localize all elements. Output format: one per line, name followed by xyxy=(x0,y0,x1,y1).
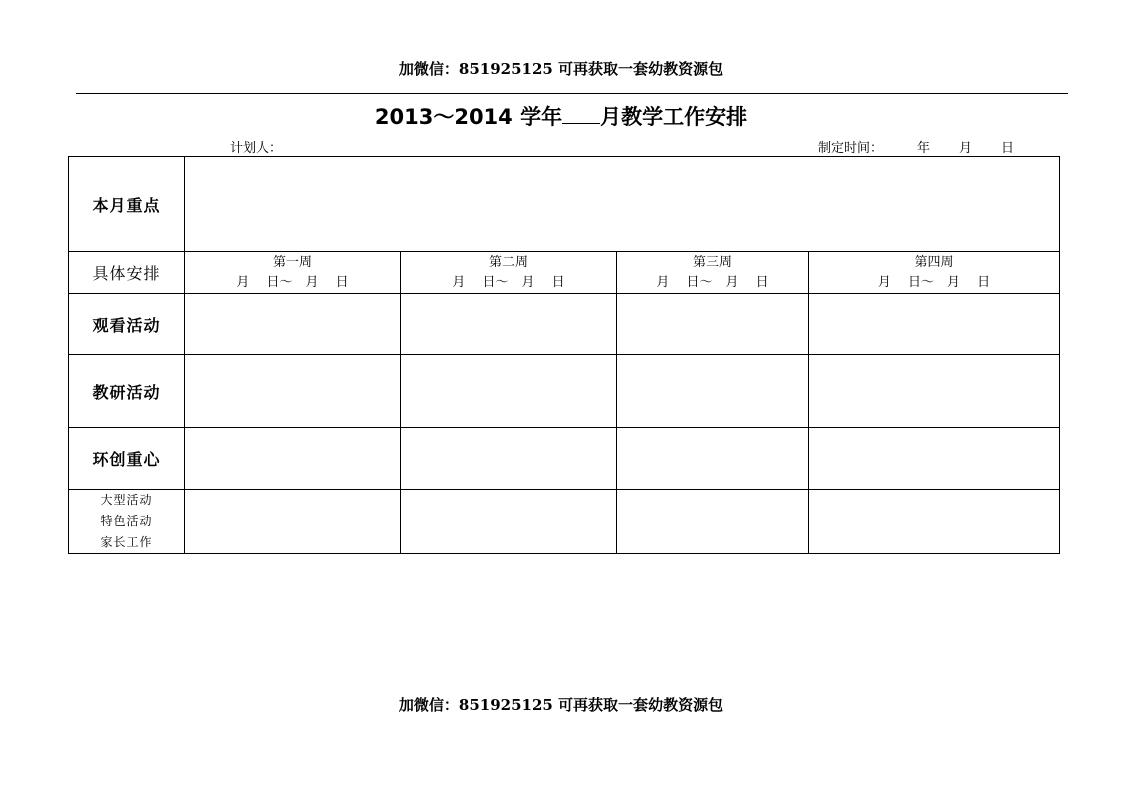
header-note: 加微信：851925125 可再获取一套幼教资源包 xyxy=(398,60,724,78)
table-cell[interactable] xyxy=(617,355,809,428)
table-cell[interactable] xyxy=(401,294,617,355)
table-cell[interactable] xyxy=(185,428,401,490)
date-label: 制定时间： xyxy=(818,141,884,156)
date-line xyxy=(818,137,1014,156)
row-label: 教研活动 xyxy=(69,355,185,428)
schedule-row xyxy=(69,252,1060,294)
table-cell[interactable] xyxy=(185,490,401,554)
date-month-unit: 月 xyxy=(959,141,973,156)
title-suffix: 月教学工作安排 xyxy=(600,105,748,129)
footer-note: 加微信：851925125 可再获取一套幼教资源包 xyxy=(398,696,724,714)
week-2-header xyxy=(401,252,617,294)
row-label-line: 家长工作 xyxy=(100,535,153,549)
table-cell[interactable] xyxy=(809,294,1060,355)
plan-table xyxy=(68,156,1060,554)
week-label: 第一周 xyxy=(272,254,312,270)
header-rule xyxy=(76,93,1068,94)
week-label: 第四周 xyxy=(914,254,954,270)
week-4-header xyxy=(809,252,1060,294)
row-label-line: 特色活动 xyxy=(100,514,153,528)
page-title xyxy=(0,101,1122,131)
table-row xyxy=(69,428,1060,490)
focus-row xyxy=(69,157,1060,252)
date-year-unit: 年 xyxy=(917,141,931,156)
week-label: 第二周 xyxy=(488,254,528,270)
table-cell[interactable] xyxy=(185,294,401,355)
week-range: 月 日～ 月 日 xyxy=(452,274,565,290)
week-3-header xyxy=(617,252,809,294)
row-label-multi xyxy=(69,490,185,554)
table-cell[interactable] xyxy=(617,428,809,490)
week-range: 月 日～ 月 日 xyxy=(877,274,991,290)
table-row xyxy=(69,294,1060,355)
table-cell[interactable] xyxy=(401,355,617,428)
focus-label: 本月重点 xyxy=(69,157,185,252)
table-cell[interactable] xyxy=(401,428,617,490)
focus-cell[interactable] xyxy=(185,157,1060,252)
table-cell[interactable] xyxy=(809,428,1060,490)
title-prefix: 2013～2014 学年 xyxy=(374,105,563,129)
planner-label: 计划人： xyxy=(230,141,283,156)
table-cell[interactable] xyxy=(809,490,1060,554)
schedule-label: 具体安排 xyxy=(69,252,185,294)
table-row xyxy=(69,490,1060,554)
row-label: 观看活动 xyxy=(69,294,185,355)
week-range: 月 日～ 月 日 xyxy=(236,274,349,290)
week-label: 第三周 xyxy=(692,254,732,270)
table-cell[interactable] xyxy=(809,355,1060,428)
week-range: 月 日～ 月 日 xyxy=(656,274,769,290)
row-label: 环创重心 xyxy=(69,428,185,490)
table-row xyxy=(69,355,1060,428)
table-cell[interactable] xyxy=(617,490,809,554)
row-label-line: 大型活动 xyxy=(100,493,153,507)
date-day-unit: 日 xyxy=(1001,141,1015,156)
table-cell[interactable] xyxy=(617,294,809,355)
table-cell[interactable] xyxy=(185,355,401,428)
week-1-header xyxy=(185,252,401,294)
title-month-blank xyxy=(562,105,600,124)
table-cell[interactable] xyxy=(401,490,617,554)
